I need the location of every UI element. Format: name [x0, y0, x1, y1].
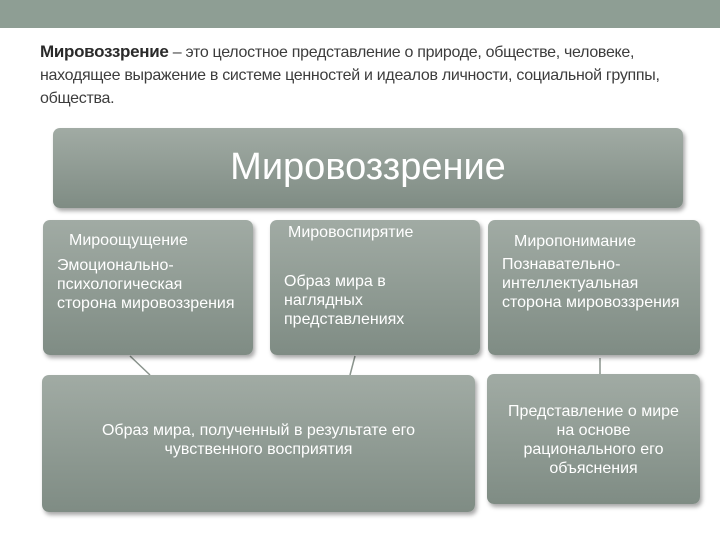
- rational-view-text: Представление о мире на основе рационального его объяснения: [508, 403, 679, 477]
- component-description: Эмоционально-психологическая сторона мировоззрения: [57, 257, 235, 312]
- main-concept-box: [53, 128, 683, 208]
- main-concept-title: Мировоззрение: [230, 146, 506, 188]
- connector-line: [130, 356, 150, 375]
- component-box-perception: [270, 220, 480, 355]
- component-description: Образ мира в наглядных представлениях: [284, 273, 405, 328]
- component-title: Мироощущение: [69, 232, 188, 249]
- definition-body: – это целостное представление о природе, обществе, человеке, находящее выражение в системе ценностей и идеалов личности, социальной группы, общества.: [40, 44, 660, 107]
- connector-line: [350, 356, 355, 375]
- component-title: Миропонимание: [514, 233, 636, 250]
- sensory-image-box: [42, 375, 475, 512]
- component-title: Мировоспирятие: [288, 224, 414, 241]
- component-description: Познавательно-интеллектуальная сторона мировоззрения: [502, 256, 680, 311]
- defined-term: Мировоззрение: [40, 42, 169, 61]
- rational-view-box: [487, 374, 700, 504]
- component-box-attitude: [43, 220, 253, 355]
- component-box-understanding: [488, 220, 700, 355]
- sensory-image-text: Образ мира, полученный в результате его чувственного восприятия: [101, 422, 416, 458]
